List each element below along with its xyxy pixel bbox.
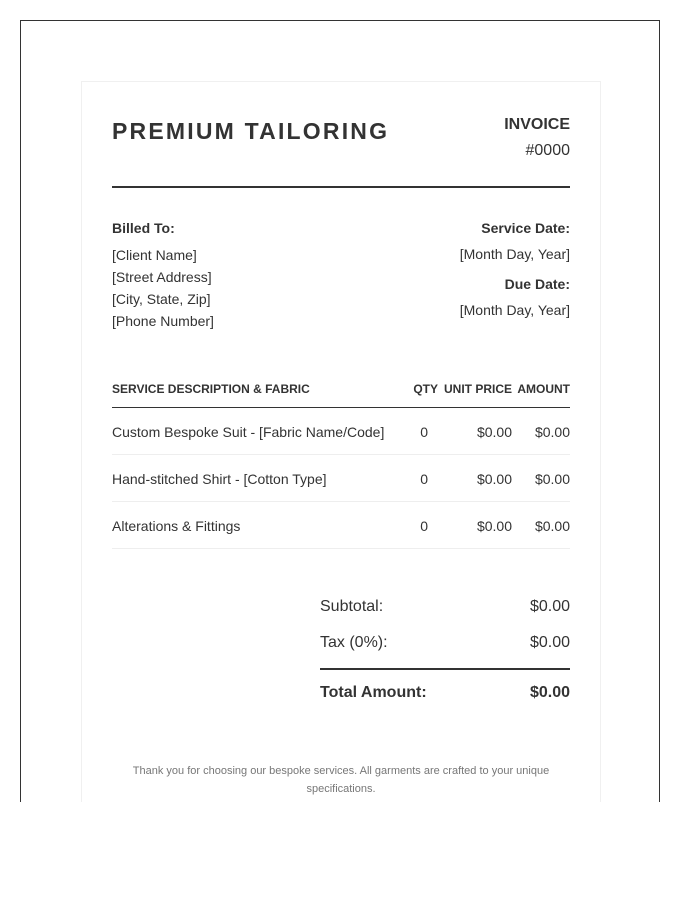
total-amount-row	[320, 668, 570, 716]
table-row	[112, 408, 570, 455]
row-amount: $0.00	[534, 518, 570, 534]
billing-section	[112, 220, 570, 340]
tax-value: $0.00	[529, 634, 570, 651]
footer-note: Thank you for choosing our bespoke services. All garments are crafted to your unique specifications.	[132, 765, 550, 795]
total-amount-label: Total Amount:	[320, 684, 427, 701]
due-date-label: Due Date:	[504, 276, 570, 292]
address-block	[112, 244, 214, 332]
table-row	[112, 502, 570, 549]
invoice-card	[81, 81, 601, 802]
invoice-title: INVOICE	[504, 116, 570, 133]
invoice-number: #0000	[525, 142, 570, 159]
service-date-value: [Month Day, Year]	[459, 246, 570, 262]
subtotal-label: Subtotal:	[320, 598, 384, 615]
row-unit-price: $0.00	[476, 424, 512, 440]
row-unit-price: $0.00	[476, 518, 512, 534]
dates-block	[460, 220, 570, 332]
service-date-label: Service Date:	[481, 220, 570, 236]
row-unit-price: $0.00	[476, 471, 512, 487]
invoice-header	[112, 116, 570, 188]
items-table	[112, 380, 570, 549]
row-amount: $0.00	[534, 471, 570, 487]
row-qty: 0	[420, 518, 428, 534]
company-name: PREMIUM TAILORING	[112, 118, 390, 144]
header-amount: AMOUNT	[517, 382, 570, 396]
total-amount-value: $0.00	[529, 684, 570, 701]
client-name: [Client Name]	[112, 247, 197, 263]
subtotal-row	[320, 596, 570, 632]
row-qty: 0	[420, 471, 428, 487]
table-header	[112, 380, 570, 408]
tax-row	[320, 632, 570, 668]
header-qty: QTY	[413, 382, 438, 396]
row-description: Custom Bespoke Suit - [Fabric Name/Code]	[112, 424, 385, 440]
header-unit-price: UNIT PRICE	[443, 382, 512, 396]
phone-number: [Phone Number]	[112, 313, 214, 329]
city-state-zip: [City, State, Zip]	[112, 291, 211, 307]
subtotal-value: $0.00	[529, 598, 570, 615]
billed-to-block	[112, 220, 214, 332]
due-date-value: [Month Day, Year]	[459, 302, 570, 318]
tax-label: Tax (0%):	[320, 634, 388, 651]
row-description: Alterations & Fittings	[112, 518, 241, 534]
header-description: SERVICE DESCRIPTION & FABRIC	[112, 382, 310, 396]
page-frame	[20, 20, 660, 802]
street-address: [Street Address]	[112, 269, 212, 285]
row-amount: $0.00	[534, 424, 570, 440]
billed-to-label: Billed To:	[112, 220, 175, 236]
totals-section	[320, 596, 570, 716]
row-qty: 0	[420, 424, 428, 440]
row-description: Hand-stitched Shirt - [Cotton Type]	[112, 471, 327, 487]
table-row	[112, 455, 570, 502]
